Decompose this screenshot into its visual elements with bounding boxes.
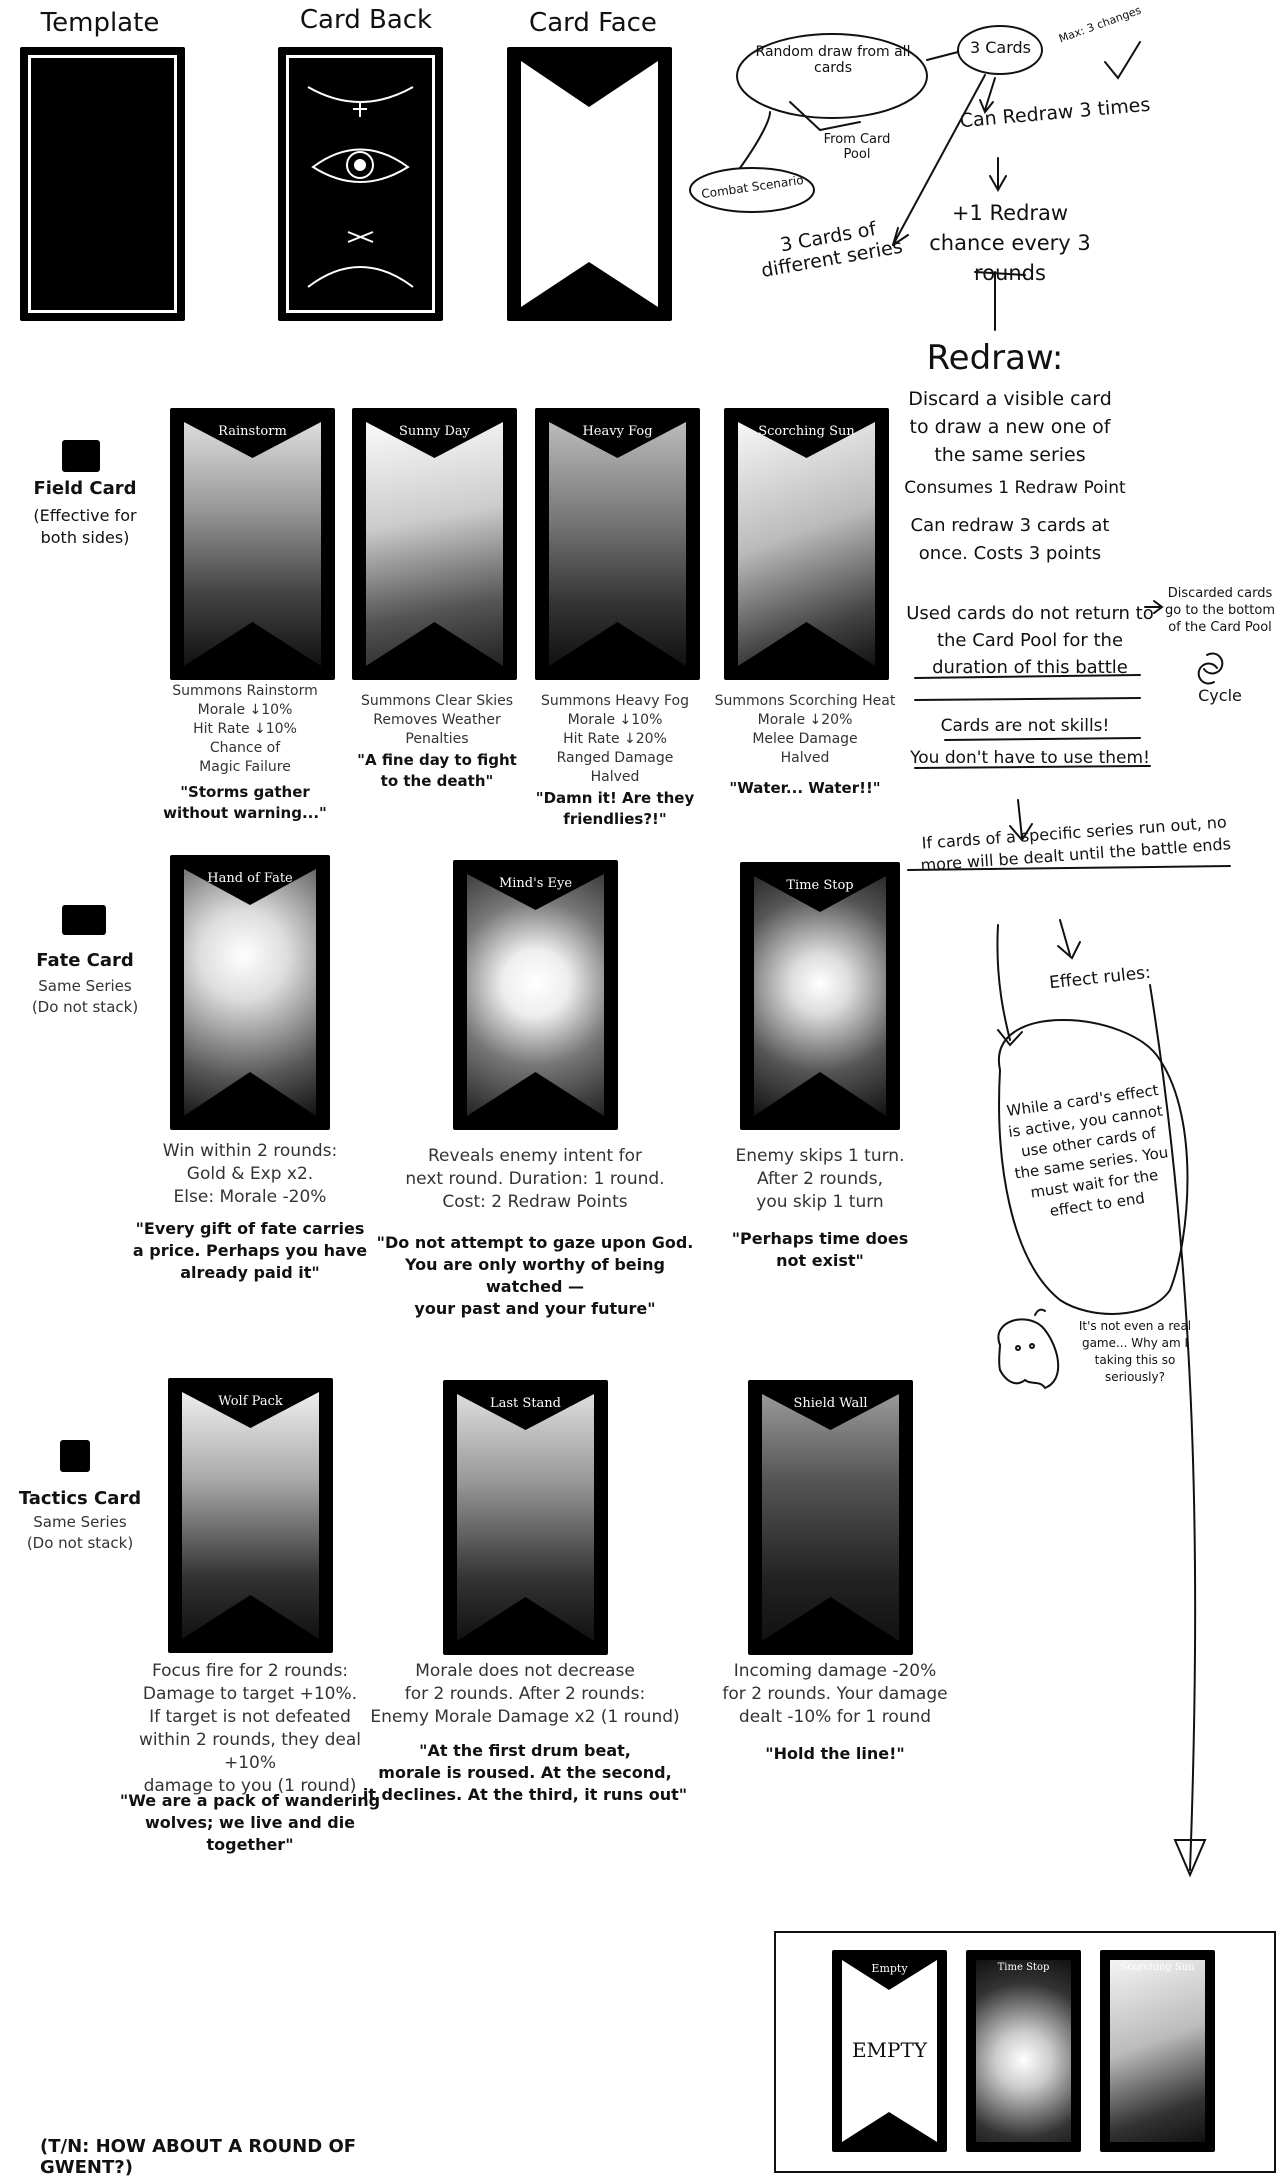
redraw-times-note: Can Redraw 3 times xyxy=(958,93,1152,133)
card-frame-notches xyxy=(168,1378,333,1653)
empty-card[interactable] xyxy=(832,1950,947,2152)
field-card-scorching-sun[interactable] xyxy=(724,408,889,680)
redraw-desc: Discard a visible card to draw a new one of the same series xyxy=(908,388,1112,466)
card-quote: "Storms gather without warning..." xyxy=(163,783,327,822)
card-title: Scorching Sun xyxy=(758,424,855,439)
card-frame-notches xyxy=(535,408,700,680)
different-series-note: 3 Cards of different series xyxy=(759,217,905,283)
card-effect-text: Summons Heavy Fog Morale ↓10% Hit Rate ↓20% Ranged Damage Halved xyxy=(541,693,689,785)
empty-card-big: EMPTY xyxy=(851,2038,928,2062)
tactics-sub: Same Series (Do not stack) xyxy=(26,1513,134,1552)
consumes-note: Consumes 1 Redraw Point xyxy=(904,478,1126,498)
card-title: Sunny Day xyxy=(398,424,471,439)
field-label: Field Card xyxy=(33,478,137,499)
card-frame-notches xyxy=(352,408,517,680)
card-quote: "Damn it! Are they friendlies?!" xyxy=(535,789,695,828)
fate-card-hand-of-fate[interactable] xyxy=(170,855,330,1130)
card-title: Time Stop xyxy=(786,878,854,893)
card-effect-text: Win within 2 rounds: Gold & Exp x2. Else: Morale -20% xyxy=(162,1141,338,1207)
aside-note: It's not even a real game... Why am I taking this so seriously? xyxy=(1078,1319,1192,1384)
tactics-label: Tactics Card xyxy=(18,1488,142,1509)
card-quote: "Water... Water!!" xyxy=(729,779,881,797)
field-card-heavy-fog[interactable] xyxy=(535,408,700,680)
demo-scorching-title: Scorching Sun xyxy=(1120,1962,1195,1973)
max-changes-note: Max: 3 changes xyxy=(1057,3,1143,46)
fate-card-mind-s-eye[interactable] xyxy=(453,860,618,1130)
card-back-label: Card Back xyxy=(299,5,433,35)
card-effect-text: Morale does not decrease for 2 rounds. After 2 rounds: Enemy Morale Damage x2 (1 round) xyxy=(370,1661,680,1727)
empty-card-title: Empty xyxy=(871,1962,908,1975)
dont-use-note: You don't have to use them! xyxy=(910,748,1150,768)
card-quote: "Hold the line!" xyxy=(765,1744,905,1763)
tactics-card-shield-wall[interactable] xyxy=(748,1380,913,1655)
redraw-three-note: Can redraw 3 cards at once. Costs 3 points xyxy=(910,515,1110,564)
card-face-notches xyxy=(507,47,672,321)
card-quote: "At the first drum beat, morale is roused. At the second, it declines. At the third, it runs out" xyxy=(362,1741,688,1804)
used-cards-note: Used cards do not return to the Card Pool for the duration of this battle xyxy=(906,603,1154,678)
field-card-rainstorm[interactable] xyxy=(170,408,335,680)
demo-scorching-card[interactable] xyxy=(1100,1950,1215,2152)
card-quote: "A fine day to fight to the death" xyxy=(357,751,517,790)
discarded-note: Discarded cards go to the bottom of the Card Pool xyxy=(1164,586,1275,635)
card-frame-notches xyxy=(453,860,618,1130)
run-out-note: If cards of a specific series run out, no more will be dealt until the battle ends xyxy=(919,812,1232,875)
template-label: Template xyxy=(40,8,160,38)
card-effect-text: Summons Scorching Heat Morale ↓20% Melee Damage Halved xyxy=(714,693,896,766)
fate-series-icon xyxy=(62,905,106,935)
card-title: Mind's Eye xyxy=(498,876,573,891)
card-quote: "We are a pack of wandering wolves; we live and die together" xyxy=(119,1791,381,1854)
card-quote: "Do not attempt to gaze upon God. You are only worthy of being watched — your past and your future" xyxy=(376,1233,694,1318)
fate-sub: Same Series (Do not stack) xyxy=(31,977,139,1016)
cycle-note: Cycle xyxy=(1198,686,1242,705)
field-sub: (Effective for both sides) xyxy=(33,506,137,547)
field-card-sunny-day[interactable] xyxy=(352,408,517,680)
card-frame-notches xyxy=(740,862,900,1130)
card-effect-text: Incoming damage -20% for 2 rounds. Your damage dealt -10% for 1 round xyxy=(722,1661,948,1727)
card-effect-text: Summons Rainstorm Morale ↓10% Hit Rate ↓10% Chance of Magic Failure xyxy=(172,683,318,775)
not-skills-note: Cards are not skills! xyxy=(940,716,1110,736)
effect-rules-note: Effect rules: xyxy=(1048,962,1152,994)
card-face-label: Card Face xyxy=(529,8,657,38)
card-title: Heavy Fog xyxy=(582,424,653,439)
card-title: Last Stand xyxy=(490,1396,561,1411)
card-frame-notches xyxy=(724,408,889,680)
card-face xyxy=(507,47,672,321)
tn-note: (T/N: HOW ABOUT A ROUND OF GWENT?) xyxy=(40,2136,357,2178)
card-title: Wolf Pack xyxy=(218,1394,283,1409)
tactics-card-last-stand[interactable] xyxy=(443,1380,608,1655)
demo-time-stop-card[interactable] xyxy=(966,1950,1081,2152)
fate-card-time-stop[interactable] xyxy=(740,862,900,1130)
template-card xyxy=(20,47,185,321)
tactics-card-wolf-pack[interactable] xyxy=(168,1378,333,1653)
ghost-doodle xyxy=(998,1319,1058,1388)
card-frame-notches xyxy=(748,1380,913,1655)
card-effect-text: Focus fire for 2 rounds: Damage to target +10%. If target is not defeated within 2 rounds, they deal +10% damage to you (1 round) xyxy=(139,1661,361,1796)
card-effect-text: Summons Clear Skies Removes Weather Penalties xyxy=(360,693,514,747)
card-effect-text: Enemy skips 1 turn. After 2 rounds, you skip 1 turn xyxy=(735,1146,905,1212)
card-quote: "Perhaps time does not exist" xyxy=(731,1229,909,1270)
card-title: Shield Wall xyxy=(793,1396,868,1411)
demo-time-stop-title: Time Stop xyxy=(997,1962,1050,1973)
card-back-art xyxy=(278,47,443,321)
fate-label: Fate Card xyxy=(36,950,134,971)
combat-scenario-note: Combat Scenario xyxy=(700,172,805,202)
redraw-title: Redraw: xyxy=(926,338,1064,378)
random-draw-note: Random draw from all cards xyxy=(755,44,911,76)
card-frame-notches xyxy=(443,1380,608,1655)
card-quote: "Every gift of fate carries a price. Perhaps you have already paid it" xyxy=(132,1219,368,1282)
from-pool-note: From Card Pool xyxy=(823,132,891,162)
card-frame-notches xyxy=(170,855,330,1130)
card-frame-notches xyxy=(170,408,335,680)
card-effect-text: Reveals enemy intent for next round. Duration: 1 round. Cost: 2 Redraw Points xyxy=(405,1146,665,1212)
card-back xyxy=(278,47,443,321)
three-cards-note: 3 Cards xyxy=(969,38,1032,57)
card-title: Rainstorm xyxy=(218,424,287,439)
tactics-series-icon xyxy=(60,1440,90,1472)
plus-redraw-note: +1 Redraw chance every 3 rounds xyxy=(929,201,1091,285)
card-title: Hand of Fate xyxy=(207,871,293,886)
field-series-icon xyxy=(62,440,100,472)
effect-bubble-text: While a card's effect is active, you cannot use other cards of the same series. You must wait for the effect to end xyxy=(1005,1080,1170,1221)
